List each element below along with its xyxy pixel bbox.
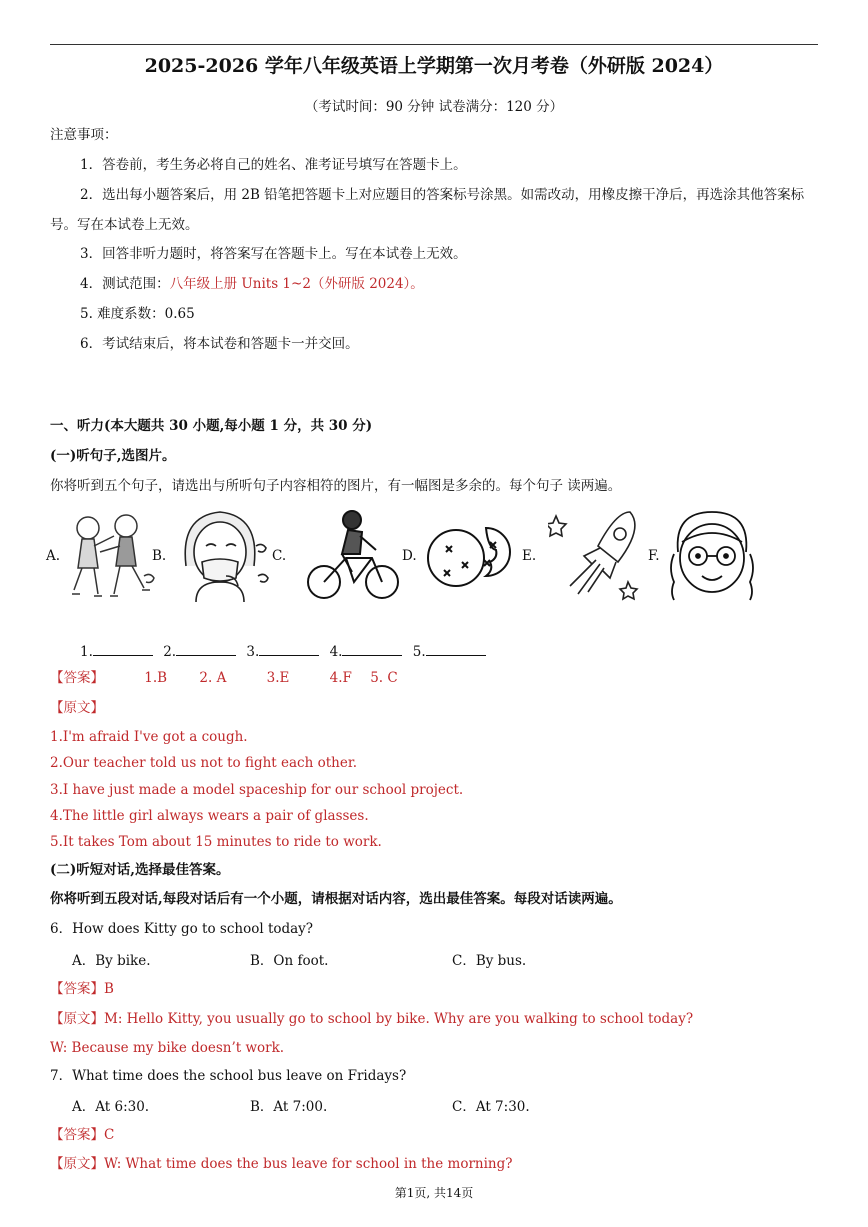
notice-item-4	[80, 274, 424, 294]
notice-scope: 八年级上册 Units 1~2（外研版 2024）。	[169, 276, 424, 292]
q6-answer: 【答案】B	[50, 981, 114, 997]
script-tag: 【原文】	[50, 700, 104, 716]
blank-2[interactable]: 2.	[163, 641, 236, 660]
question-6: 6．How does Kitty go to school today?	[50, 921, 314, 937]
script-line-4: 4.The little girl always wears a pair of glasses.	[50, 808, 369, 824]
picture-d-label: D.	[402, 548, 417, 564]
part-1-title: (一)听句子,选图片。	[50, 448, 176, 464]
script-line-2: 2.Our teacher told us not to fight each other.	[50, 755, 358, 771]
picture-c-label: C.	[272, 548, 287, 564]
exam-subtitle: （考试时间：90 分钟 试卷满分：120 分）	[304, 99, 564, 115]
notice-item-2: 2．选出每小题答案后，用 2B 铅笔把答题卡上对应题目的答案标号涂黑。如需改动，用橡皮擦干净后，再选涂其他答案标号。写在本试卷上无效。	[50, 187, 805, 233]
answer-4: 4.F	[329, 670, 352, 686]
rocket-spaceship-icon	[548, 506, 652, 602]
blank-5[interactable]: 5.	[413, 641, 486, 660]
kids-fighting-icon	[64, 506, 156, 602]
cookies-icon	[426, 506, 526, 602]
answer-2: 2. A	[199, 670, 227, 686]
picture-b	[152, 506, 277, 610]
section-1-title: 一、听力(本大题共 30 小题,每小题 1 分，共 30 分)	[50, 418, 373, 434]
answer-1: 1.B	[144, 670, 168, 686]
notice-heading: 注意事项：	[50, 127, 118, 143]
picture-d	[402, 506, 527, 610]
q6-option-a[interactable]: A．By bike.	[72, 953, 151, 969]
script-line-1: 1.I'm afraid I've got a cough.	[50, 729, 248, 745]
notice-item-4-label: 4．测试范围：	[80, 276, 170, 292]
q6-option-c[interactable]: C．By bus.	[452, 953, 527, 969]
picture-e	[522, 506, 652, 610]
q6-script-2: W: Because my bike doesn’t work.	[50, 1040, 285, 1056]
picture-b-label: B.	[152, 548, 167, 564]
answer-blanks	[80, 641, 492, 660]
girl-with-glasses-icon	[664, 506, 760, 602]
notice-item-1: 1．答卷前，考生务必将自己的姓名、准考证号填写在答题卡上。	[80, 157, 467, 173]
q7-answer: 【答案】C	[50, 1127, 115, 1143]
blank-1[interactable]: 1.	[80, 641, 153, 660]
q7-script-1: 【原文】W: What time does the bus leave for school in the morning?	[50, 1156, 513, 1172]
picture-options	[46, 506, 836, 610]
notice-item-6: 6．考试结束后，将本试卷和答题卡一并交回。	[80, 336, 359, 352]
blank-4[interactable]: 4.	[330, 641, 403, 660]
part-1-instructions: 你将听到五个句子，请选出与所听句子内容相符的图片，有一幅图是多余的。每个句子 读两遍。	[50, 478, 622, 494]
answer-5: 5. C	[370, 670, 398, 686]
script-line-5: 5.It takes Tom about 15 minutes to ride to work.	[50, 834, 382, 850]
boy-cycling-icon	[302, 506, 402, 602]
q7-option-b[interactable]: B．At 7:00.	[250, 1099, 328, 1115]
q7-option-c[interactable]: C．At 7:30.	[452, 1099, 530, 1115]
picture-a	[46, 506, 156, 610]
coughing-girl-icon	[176, 506, 276, 602]
q6-option-b[interactable]: B．On foot.	[250, 953, 329, 969]
blank-3[interactable]: 3.	[246, 641, 319, 660]
answer-3: 3.E	[266, 670, 290, 686]
picture-c	[272, 506, 407, 610]
q6-script-1: 【原文】M: Hello Kitty, you usually go to school by bike. Why are you walking to school today?	[50, 1011, 694, 1027]
picture-e-label: E.	[522, 548, 537, 564]
header-rule	[50, 44, 818, 45]
picture-f	[648, 506, 808, 610]
part-2-title: (二)听短对话,选择最佳答案。	[50, 862, 230, 878]
part-2-instructions: 你将听到五段对话,每段对话后有一个小题，请根据对话内容，选出最佳答案。每段对话读两遍。	[50, 891, 622, 907]
exam-title: 2025-2026 学年八年级英语上学期第一次月考卷（外研版 2024）	[144, 55, 724, 77]
page-number: 第1页, 共14页	[394, 1186, 474, 1200]
script-line-3: 3.I have just made a model spaceship for our school project.	[50, 782, 464, 798]
answer-tag: 【答案】	[50, 670, 104, 686]
notice-item-5: 5. 难度系数：0.65	[80, 306, 195, 322]
notice-item-3: 3．回答非听力题时，将答案写在答题卡上。写在本试卷上无效。	[80, 246, 467, 262]
picture-f-label: F.	[648, 548, 660, 564]
answers-part-1	[50, 668, 398, 688]
q7-option-a[interactable]: A．At 6:30.	[72, 1099, 150, 1115]
question-7: 7．What time does the school bus leave on Fridays?	[50, 1068, 407, 1084]
picture-a-label: A.	[46, 548, 61, 564]
